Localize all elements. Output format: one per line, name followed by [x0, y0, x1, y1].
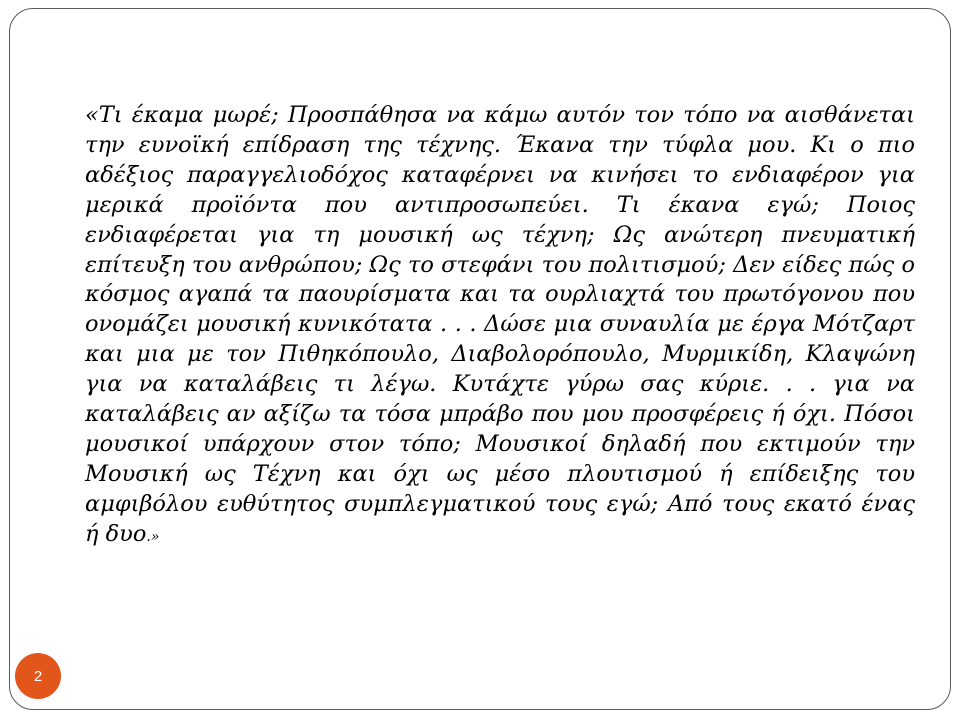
- page-number: 2: [33, 667, 43, 685]
- slide-frame: [9, 8, 951, 710]
- quote-text: [85, 101, 915, 553]
- quote-closing: .»: [146, 528, 160, 545]
- quote-main: «Τι έκαμα μωρέ; Προσπάθησα να κάμω αυτόν τον τόπο να αισθάνεται την ευνοϊκή επίδραση της τέχνης. Έκανα την τύφλα μου. Κι ο πιο αδέξιος παραγγελιοδόχος καταφέρνει να κινήσει το ενδιαφέρον για μερικά προϊόντα που αντιπροσωπεύει. Τι έκανα εγώ; Ποιος ενδιαφέρεται για τη μουσική ως τέχνη; Ως ανώτερη πνευματική επίτευξη του ανθρώπου; Ως το στεφάνι του πολιτισμού; Δεν είδες πώς ο κόσμος αγαπά τα παουρίσματα και τα ουρλιαχτά του πρωτόγονου που ονομάζει μουσική κυνικότατα . . . Δώσε μια συναυλία με έργα Μότζαρτ και μια με τον Πιθηκόπουλο, Διαβολορόπουλο, Μυρμικίδη, Κλαψώνη για να καταλάβεις τι λέγω. Κυτάχτε γύρω σας κύριε. . . για να καταλάβεις αν αξίζω τα τόσα μπράβο που μου προσφέρεις ή όχι. Πόσοι μουσικοί υπάρχουν στον τόπο; Μουσικοί δηλαδή που εκτιμούν την Μουσική ως Τέχνη και όχι ως μέσο πλουτισμού ή επίδειξης του αμφιβόλου ευθύτητος συμπλεγματικού τους εγώ; Από τους εκατό ένας ή δυο: [85, 102, 915, 547]
- page-number-badge: [15, 653, 61, 699]
